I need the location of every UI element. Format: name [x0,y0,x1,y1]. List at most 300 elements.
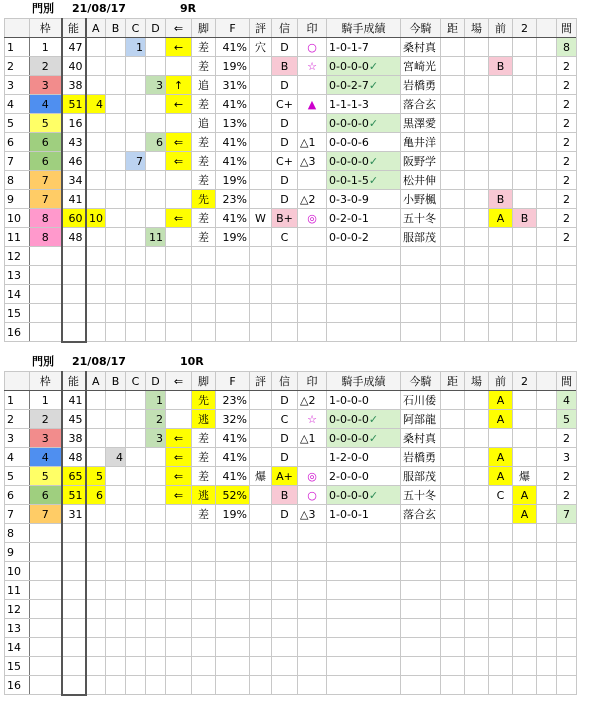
cell-jockey [401,266,441,285]
cell-distance [441,581,465,600]
cell-hyo [250,505,272,524]
cell-prev: C [489,486,513,505]
cell-a: 6 [86,486,106,505]
cell-two [513,448,537,467]
header-shin: 信 [272,372,298,391]
cell-blank [537,429,557,448]
cell-prev [489,304,513,323]
cell-leg: 先 [192,391,216,410]
cell-d [146,467,166,486]
cell-jockey: 五十冬 [401,209,441,228]
cell-b [106,676,126,695]
cell-prev [489,95,513,114]
cell-jockey [401,657,441,676]
cell-b [106,562,126,581]
cell-a [86,323,106,342]
cell-mark: ◎ [298,209,327,228]
cell-ability: 40 [62,57,86,76]
cell-f-rate: 32% [216,410,250,429]
cell-prev: B [489,190,513,209]
table-row [5,209,577,228]
cell-ability [62,323,86,342]
cell-x: 2 [557,57,577,76]
cell-b [106,285,126,304]
table-row [5,95,577,114]
cell-b [106,410,126,429]
cell-distance [441,57,465,76]
cell-hyo: 穴 [250,38,272,57]
cell-a [86,581,106,600]
header-ability: 能 [62,372,86,391]
cell-waku: 5 [30,467,62,486]
cell-shin: D [272,190,298,209]
cell-hyo [250,676,272,695]
check-icon: ✓ [368,78,379,92]
cell-blank [537,266,557,285]
cell-leg: 差 [192,38,216,57]
cell-ability [62,285,86,304]
race1-venue: 門別 [32,2,54,15]
cell-blank [537,323,557,342]
row-number: 4 [5,95,30,114]
cell-c [126,467,146,486]
cell-arrow [166,600,192,619]
cell-blank [537,524,557,543]
cell-two [513,228,537,247]
cell-jockey [401,638,441,657]
cell-waku: 4 [30,95,62,114]
cell-shin: C [272,228,298,247]
header-blank [537,372,557,391]
cell-mark [298,247,327,266]
cell-arrow: ⇐ [166,133,192,152]
cell-two: B [513,209,537,228]
cell-leg [192,524,216,543]
cell-ability: 41 [62,391,86,410]
cell-mark [298,581,327,600]
cell-d [146,543,166,562]
cell-blank [537,57,557,76]
cell-prev [489,152,513,171]
cell-distance [441,95,465,114]
cell-track [465,228,489,247]
cell-jockey-record [327,562,401,581]
header-arrow: ⇐ [166,372,192,391]
cell-shin: B [272,486,298,505]
cell-distance [441,304,465,323]
row-number: 6 [5,133,30,152]
cell-c [126,391,146,410]
cell-hyo [250,95,272,114]
cell-prev [489,429,513,448]
cell-f-rate: 41% [216,133,250,152]
cell-d [146,266,166,285]
cell-jockey-record: 1-2-0-0 [327,448,401,467]
header-arrow: ⇐ [166,19,192,38]
table-row [5,228,577,247]
cell-c [126,114,146,133]
cell-f-rate [216,657,250,676]
cell-mark [298,448,327,467]
cell-waku [30,304,62,323]
cell-hyo [250,228,272,247]
cell-prev [489,323,513,342]
cell-blank [537,209,557,228]
header-jockey: 今騎 [401,372,441,391]
cell-track [465,486,489,505]
cell-ability: 34 [62,171,86,190]
table-row [5,152,577,171]
cell-a [86,543,106,562]
header-mark: 印 [298,19,327,38]
header-f-rate: F [216,19,250,38]
cell-jockey-record: 1-1-1-3 [327,95,401,114]
cell-b [106,657,126,676]
cell-mark: △1 [298,133,327,152]
cell-waku: 2 [30,57,62,76]
cell-hyo: 爆 [250,467,272,486]
cell-leg [192,562,216,581]
cell-ability: 41 [62,190,86,209]
cell-x [557,323,577,342]
table-row [5,266,577,285]
cell-f-rate [216,676,250,695]
cell-two [513,57,537,76]
cell-c [126,638,146,657]
cell-track [465,448,489,467]
cell-track [465,285,489,304]
cell-prev [489,247,513,266]
cell-a [86,152,106,171]
cell-jockey-record: 1-0-1-7 [327,38,401,57]
cell-x: 8 [557,38,577,57]
cell-b [106,266,126,285]
cell-waku: 6 [30,133,62,152]
cell-two [513,152,537,171]
cell-waku [30,266,62,285]
cell-ability: 48 [62,448,86,467]
cell-two [513,266,537,285]
cell-ability: 51 [62,95,86,114]
cell-x: 5 [557,410,577,429]
race2-number: 10R [180,355,204,368]
cell-distance [441,467,465,486]
check-icon: ✓ [368,431,379,445]
cell-b [106,57,126,76]
row-number: 11 [5,581,30,600]
cell-track [465,209,489,228]
cell-jockey: 服部茂 [401,228,441,247]
header-blank [537,19,557,38]
cell-a [86,524,106,543]
cell-distance [441,619,465,638]
cell-blank [537,448,557,467]
cell-hyo [250,429,272,448]
cell-track [465,152,489,171]
cell-a [86,410,106,429]
cell-jockey: 桑村真 [401,38,441,57]
cell-b [106,391,126,410]
check-icon: ✓ [368,116,379,130]
cell-arrow [166,524,192,543]
cell-b [106,190,126,209]
cell-two [513,323,537,342]
header-distance: 距 [441,372,465,391]
cell-distance [441,228,465,247]
cell-x: 2 [557,171,577,190]
row-number: 3 [5,76,30,95]
cell-waku: 3 [30,76,62,95]
cell-ability [62,676,86,695]
cell-hyo [250,562,272,581]
header-c: C [126,372,146,391]
cell-c: 7 [126,152,146,171]
cell-c [126,57,146,76]
cell-x [557,638,577,657]
cell-c [126,543,146,562]
table-row [5,486,577,505]
cell-a [86,657,106,676]
cell-track [465,505,489,524]
cell-waku: 2 [30,410,62,429]
cell-d [146,505,166,524]
row-number: 14 [5,638,30,657]
cell-ability [62,581,86,600]
cell-prev: A [489,391,513,410]
cell-d: 1 [146,391,166,410]
cell-arrow: ⇐ [166,467,192,486]
cell-shin: D [272,114,298,133]
cell-mark [298,562,327,581]
cell-waku: 5 [30,114,62,133]
cell-f-rate [216,638,250,657]
header-x: 間 [557,372,577,391]
cell-waku [30,619,62,638]
cell-hyo [250,619,272,638]
cell-ability [62,266,86,285]
cell-shin: D [272,505,298,524]
cell-c [126,285,146,304]
cell-d [146,486,166,505]
cell-f-rate [216,266,250,285]
cell-d: 6 [146,133,166,152]
cell-shin [272,562,298,581]
cell-jockey: 宮崎光 [401,57,441,76]
table-row [5,323,577,342]
cell-mark: ○ [298,486,327,505]
cell-jockey-record [327,410,401,429]
cell-two [513,285,537,304]
cell-blank [537,410,557,429]
header-jockey-record: 騎手成績 [327,19,401,38]
cell-jockey: 服部茂 [401,467,441,486]
cell-b [106,486,126,505]
cell-two [513,657,537,676]
cell-d [146,114,166,133]
row-number: 12 [5,247,30,266]
cell-mark [298,285,327,304]
cell-waku: 8 [30,209,62,228]
cell-d [146,190,166,209]
cell-arrow [166,619,192,638]
cell-b [106,38,126,57]
check-icon: ✓ [368,59,379,73]
cell-waku: 1 [30,391,62,410]
cell-b [106,323,126,342]
cell-blank [537,171,557,190]
cell-leg [192,543,216,562]
cell-distance [441,133,465,152]
header-no [5,19,30,38]
cell-c [126,410,146,429]
cell-d [146,581,166,600]
cell-track [465,323,489,342]
cell-distance [441,171,465,190]
cell-b [106,619,126,638]
cell-jockey [401,581,441,600]
cell-ability: 45 [62,410,86,429]
cell-a [86,619,106,638]
cell-x: 2 [557,429,577,448]
cell-leg [192,266,216,285]
cell-blank [537,619,557,638]
table-row [5,171,577,190]
cell-track [465,57,489,76]
cell-shin [272,323,298,342]
cell-waku [30,600,62,619]
cell-prev [489,171,513,190]
cell-ability [62,619,86,638]
cell-ability: 46 [62,152,86,171]
cell-hyo [250,304,272,323]
cell-d [146,57,166,76]
cell-ability: 48 [62,228,86,247]
cell-mark: ▲ [298,95,327,114]
table-row [5,619,577,638]
cell-track [465,76,489,95]
cell-track [465,581,489,600]
cell-track [465,114,489,133]
cell-mark [298,266,327,285]
cell-jockey-record: 2-0-0-0 [327,467,401,486]
cell-two [513,562,537,581]
cell-jockey: 亀井洋 [401,133,441,152]
cell-x: 2 [557,467,577,486]
cell-a [86,266,106,285]
cell-waku [30,543,62,562]
cell-blank [537,285,557,304]
cell-prev [489,524,513,543]
table-row [5,600,577,619]
cell-hyo [250,391,272,410]
cell-mark [298,619,327,638]
cell-arrow [166,228,192,247]
row-number: 5 [5,467,30,486]
cell-f-rate: 41% [216,448,250,467]
cell-c [126,448,146,467]
cell-blank [537,190,557,209]
cell-arrow [166,391,192,410]
cell-arrow: ⇐ [166,152,192,171]
cell-two [513,114,537,133]
table-row [5,562,577,581]
cell-a: 10 [86,209,106,228]
record-value: 0-0-0-0 [329,488,369,502]
cell-arrow [166,410,192,429]
row-number: 1 [5,38,30,57]
cell-c [126,562,146,581]
cell-b [106,600,126,619]
cell-jockey [401,676,441,695]
cell-a [86,600,106,619]
header-hyo: 評 [250,19,272,38]
cell-distance [441,114,465,133]
cell-f-rate: 19% [216,171,250,190]
cell-x: 2 [557,209,577,228]
row-number: 1 [5,391,30,410]
row-number: 14 [5,285,30,304]
cell-ability: 60 [62,209,86,228]
cell-jockey: 五十冬 [401,486,441,505]
cell-b [106,228,126,247]
row-number: 15 [5,657,30,676]
cell-leg: 逃 [192,410,216,429]
header-leg: 脚 [192,372,216,391]
cell-leg [192,657,216,676]
cell-distance [441,391,465,410]
cell-jockey-record [327,429,401,448]
cell-f-rate [216,543,250,562]
table-row [5,543,577,562]
cell-mark [298,114,327,133]
cell-track [465,247,489,266]
cell-jockey-record [327,285,401,304]
cell-arrow [166,581,192,600]
header-mark: 印 [298,372,327,391]
cell-jockey-record [327,524,401,543]
cell-hyo [250,524,272,543]
cell-jockey-record [327,304,401,323]
cell-track [465,467,489,486]
cell-x [557,562,577,581]
cell-shin [272,638,298,657]
cell-b [106,171,126,190]
cell-waku [30,657,62,676]
cell-waku: 7 [30,505,62,524]
table-row [5,76,577,95]
cell-shin [272,304,298,323]
cell-jockey: 黒澤愛 [401,114,441,133]
row-number: 12 [5,600,30,619]
cell-mark: △1 [298,429,327,448]
cell-x [557,524,577,543]
cell-f-rate: 19% [216,505,250,524]
cell-arrow: ⇐ [166,448,192,467]
cell-arrow [166,57,192,76]
cell-jockey-record [327,543,401,562]
cell-f-rate [216,562,250,581]
cell-distance [441,543,465,562]
cell-track [465,657,489,676]
cell-a [86,76,106,95]
table-row [5,581,577,600]
cell-two [513,304,537,323]
cell-b [106,505,126,524]
cell-track [465,638,489,657]
cell-jockey: 桑村真 [401,429,441,448]
cell-jockey [401,619,441,638]
cell-b [106,209,126,228]
